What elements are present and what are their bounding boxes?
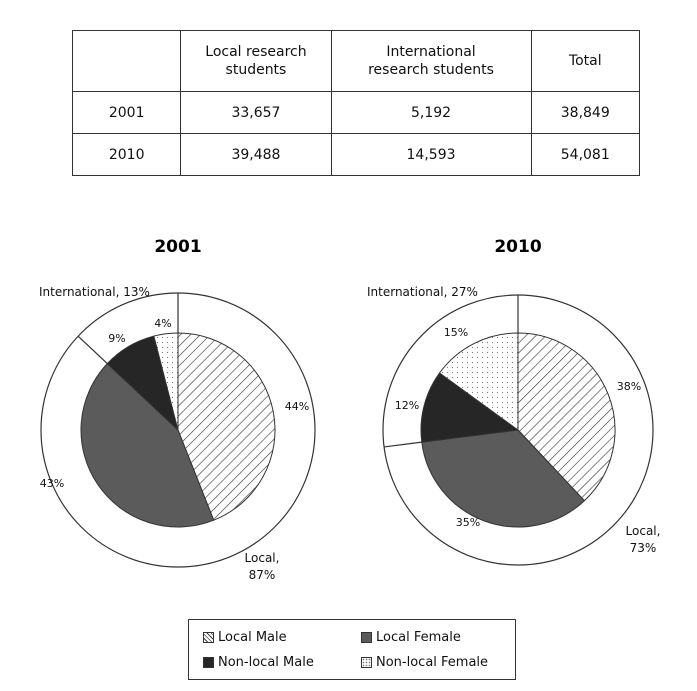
legend-label: Non-local Male: [218, 655, 314, 670]
dark-swatch-icon: [203, 657, 214, 668]
outer-label: International, 27%: [367, 285, 478, 299]
slice-label-non-local-female: 4%: [154, 317, 172, 330]
chart-title: 2001: [154, 237, 202, 257]
pie-chart-2001: [39, 237, 315, 582]
outer-label: International, 13%: [39, 285, 150, 299]
slice-label-non-local-female: 15%: [443, 326, 469, 339]
legend-label: Local Male: [218, 630, 287, 645]
cell-international: 14,593: [331, 134, 531, 176]
slice-label-local-female: 43%: [39, 477, 65, 490]
outer-label: Local,: [244, 551, 280, 565]
pie-chart-2010: [367, 237, 660, 565]
slice-label-local-male: 44%: [284, 400, 310, 413]
legend-label: Local Female: [376, 630, 461, 645]
outer-label: Local,: [625, 524, 661, 538]
cell-total: 38,849: [531, 92, 639, 134]
legend-label: Non-local Female: [376, 655, 489, 670]
legend-item-local-female: [361, 630, 461, 645]
cell-year: 2001: [73, 92, 181, 134]
cell-year: 2010: [73, 134, 181, 176]
legend-item-non-local-male: [203, 655, 314, 670]
slice-label-non-local-male: 12%: [394, 399, 420, 412]
legend-item-non-local-female: [361, 655, 488, 670]
legend: [188, 619, 516, 680]
header-local-line1: Local research: [205, 44, 307, 60]
header-local-line2: students: [225, 62, 287, 78]
chart-title: 2010: [494, 237, 542, 257]
dotted-swatch-icon: [361, 657, 372, 668]
slice-label-non-local-male: 9%: [108, 332, 126, 345]
header-total-label: Total: [568, 53, 602, 69]
cell-local: 33,657: [181, 92, 331, 134]
slice-label-local-female: 35%: [455, 516, 481, 529]
cell-total: 54,081: [531, 134, 639, 176]
cell-local: 39,488: [181, 134, 331, 176]
header-international-line1: International: [386, 44, 476, 60]
gray-swatch-icon: [361, 632, 372, 643]
outer-label: 87%: [248, 568, 276, 582]
header-international-line2: research students: [368, 62, 494, 78]
outer-label: 73%: [629, 541, 657, 555]
cell-international: 5,192: [331, 92, 531, 134]
hatch-swatch-icon: [203, 632, 214, 643]
slice-label-local-male: 38%: [616, 380, 642, 393]
legend-item-local-male: [203, 630, 287, 645]
